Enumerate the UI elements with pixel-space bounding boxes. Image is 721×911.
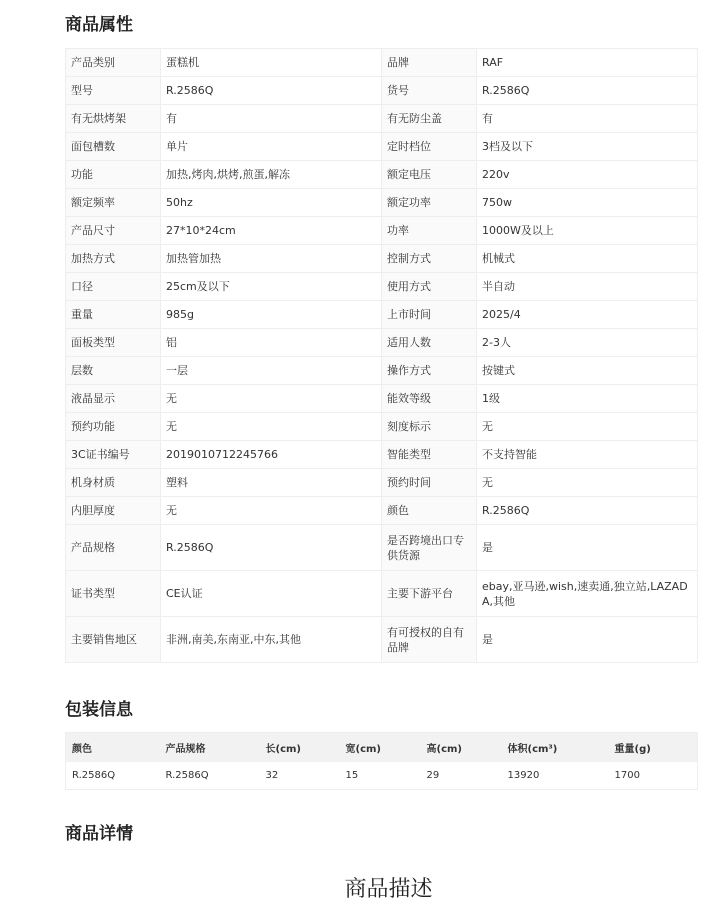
attribute-value: R.2586Q xyxy=(161,525,382,571)
attribute-value: 加热,烤肉,烘烤,煎蛋,解冻 xyxy=(161,161,382,189)
attribute-value: RAF xyxy=(477,49,698,77)
attribute-key: 内胆厚度 xyxy=(66,497,161,525)
packaging-cell: 29 xyxy=(421,762,502,790)
attribute-row xyxy=(66,617,698,663)
attribute-row xyxy=(66,301,698,329)
attribute-key: 3C证书编号 xyxy=(66,441,161,469)
attribute-key: 上市时间 xyxy=(382,301,477,329)
attribute-key: 是否跨境出口专供货源 xyxy=(382,525,477,571)
attribute-value: R.2586Q xyxy=(477,497,698,525)
packaging-header-row xyxy=(66,733,698,763)
attributes-table xyxy=(65,48,698,663)
attribute-value: 985g xyxy=(161,301,382,329)
attribute-row xyxy=(66,385,698,413)
attribute-value: 27*10*24cm xyxy=(161,217,382,245)
attribute-key: 面板类型 xyxy=(66,329,161,357)
attribute-key: 能效等级 xyxy=(382,385,477,413)
packaging-cell: 13920 xyxy=(502,762,609,790)
attribute-key: 产品规格 xyxy=(66,525,161,571)
attribute-key: 机身材质 xyxy=(66,469,161,497)
attribute-key: 定时档位 xyxy=(382,133,477,161)
attribute-value: R.2586Q xyxy=(161,77,382,105)
attribute-value: 机械式 xyxy=(477,245,698,273)
attribute-value: 是 xyxy=(477,617,698,663)
attribute-key: 加热方式 xyxy=(66,245,161,273)
attribute-value: 1级 xyxy=(477,385,698,413)
packaging-header-cell: 宽(cm) xyxy=(340,733,421,763)
attribute-value: CE认证 xyxy=(161,571,382,617)
attribute-value: 220v xyxy=(477,161,698,189)
attribute-value: 1000W及以上 xyxy=(477,217,698,245)
attribute-key: 额定功率 xyxy=(382,189,477,217)
attribute-key: 使用方式 xyxy=(382,273,477,301)
attribute-row xyxy=(66,217,698,245)
attributes-section-title: 商品属性 xyxy=(65,15,133,35)
attribute-key: 额定电压 xyxy=(382,161,477,189)
attribute-key: 证书类型 xyxy=(66,571,161,617)
attribute-row xyxy=(66,571,698,617)
attribute-value: 有 xyxy=(161,105,382,133)
attribute-row xyxy=(66,189,698,217)
attribute-key: 操作方式 xyxy=(382,357,477,385)
attribute-value: 铝 xyxy=(161,329,382,357)
attribute-value: 2019010712245766 xyxy=(161,441,382,469)
packaging-header-cell: 重量(g) xyxy=(609,733,698,763)
attribute-key: 适用人数 xyxy=(382,329,477,357)
attribute-value: 蛋糕机 xyxy=(161,49,382,77)
attribute-value: 2025/4 xyxy=(477,301,698,329)
packaging-cell: R.2586Q xyxy=(160,762,260,790)
attribute-value: 单片 xyxy=(161,133,382,161)
attribute-key: 型号 xyxy=(66,77,161,105)
packaging-cell: 15 xyxy=(340,762,421,790)
attribute-value: 半自动 xyxy=(477,273,698,301)
attribute-key: 口径 xyxy=(66,273,161,301)
attribute-key: 功能 xyxy=(66,161,161,189)
packaging-table xyxy=(65,732,698,790)
attribute-row xyxy=(66,469,698,497)
attribute-row xyxy=(66,497,698,525)
attribute-value: 无 xyxy=(161,497,382,525)
packaging-row xyxy=(66,762,698,790)
packaging-cell: 32 xyxy=(260,762,340,790)
attribute-key: 面包槽数 xyxy=(66,133,161,161)
attribute-key: 主要销售地区 xyxy=(66,617,161,663)
packaging-section-title: 包装信息 xyxy=(65,700,133,720)
attribute-value: 非洲,南美,东南亚,中东,其他 xyxy=(161,617,382,663)
attribute-value: 一层 xyxy=(161,357,382,385)
attribute-value: 无 xyxy=(161,385,382,413)
attribute-key: 额定频率 xyxy=(66,189,161,217)
packaging-header-cell: 颜色 xyxy=(66,733,160,763)
attribute-value: 无 xyxy=(477,413,698,441)
attribute-row xyxy=(66,105,698,133)
attribute-value: 不支持智能 xyxy=(477,441,698,469)
attribute-key: 品牌 xyxy=(382,49,477,77)
attribute-value: 是 xyxy=(477,525,698,571)
attribute-row xyxy=(66,245,698,273)
attribute-key: 智能类型 xyxy=(382,441,477,469)
attribute-row xyxy=(66,329,698,357)
attribute-value: 按键式 xyxy=(477,357,698,385)
attribute-row xyxy=(66,273,698,301)
attribute-row xyxy=(66,49,698,77)
attribute-key: 预约功能 xyxy=(66,413,161,441)
attribute-key: 液晶显示 xyxy=(66,385,161,413)
attribute-value: 无 xyxy=(161,413,382,441)
attribute-key: 重量 xyxy=(66,301,161,329)
packaging-cell: R.2586Q xyxy=(66,762,160,790)
attribute-row xyxy=(66,161,698,189)
attribute-key: 控制方式 xyxy=(382,245,477,273)
attribute-key: 产品尺寸 xyxy=(66,217,161,245)
packaging-header-cell: 高(cm) xyxy=(421,733,502,763)
attribute-key: 刻度标示 xyxy=(382,413,477,441)
attribute-key: 有无防尘盖 xyxy=(382,105,477,133)
attribute-value: 3档及以下 xyxy=(477,133,698,161)
attribute-row xyxy=(66,441,698,469)
attribute-key: 颜色 xyxy=(382,497,477,525)
attribute-row xyxy=(66,357,698,385)
attribute-value: 750w xyxy=(477,189,698,217)
attribute-value: R.2586Q xyxy=(477,77,698,105)
attribute-key: 预约时间 xyxy=(382,469,477,497)
packaging-cell: 1700 xyxy=(609,762,698,790)
attribute-key: 层数 xyxy=(66,357,161,385)
attribute-key: 有可授权的自有品牌 xyxy=(382,617,477,663)
attribute-value: 25cm及以下 xyxy=(161,273,382,301)
attribute-value: 无 xyxy=(477,469,698,497)
attribute-key: 货号 xyxy=(382,77,477,105)
packaging-header-cell: 长(cm) xyxy=(260,733,340,763)
attribute-value: 50hz xyxy=(161,189,382,217)
description-heading: 商品描述 xyxy=(344,877,433,902)
attribute-value: 2-3人 xyxy=(477,329,698,357)
attribute-key: 主要下游平台 xyxy=(382,571,477,617)
details-section-title: 商品详情 xyxy=(65,824,133,844)
attribute-row xyxy=(66,525,698,571)
attribute-value: 加热管加热 xyxy=(161,245,382,273)
attribute-value: ebay,亚马逊,wish,速卖通,独立站,LAZADA,其他 xyxy=(477,571,698,617)
attribute-row xyxy=(66,133,698,161)
packaging-header-cell: 产品规格 xyxy=(160,733,260,763)
attribute-value: 塑料 xyxy=(161,469,382,497)
attribute-key: 产品类别 xyxy=(66,49,161,77)
packaging-header-cell: 体积(cm³) xyxy=(502,733,609,763)
attribute-value: 有 xyxy=(477,105,698,133)
attribute-row xyxy=(66,77,698,105)
attribute-key: 功率 xyxy=(382,217,477,245)
attribute-key: 有无烘烤架 xyxy=(66,105,161,133)
attribute-row xyxy=(66,413,698,441)
